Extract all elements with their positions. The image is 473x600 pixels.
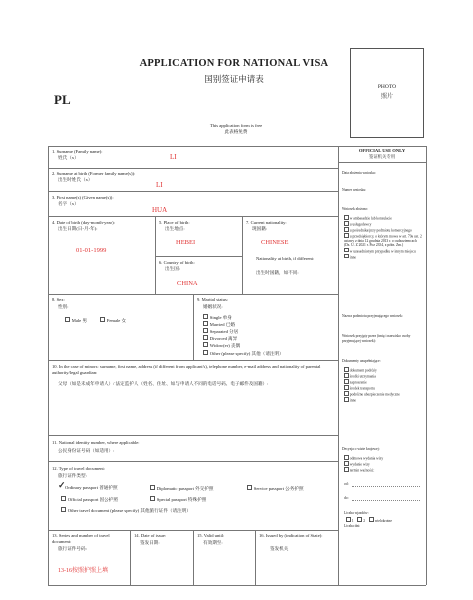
decision-opt[interactable]: termin ważności: [344, 467, 422, 473]
dob-label: 4. Date of birth (day-month-year): [52, 220, 115, 225]
birth-place-label-cn: 出生地点: [165, 226, 185, 231]
nationality-at-birth-label: Nationality at birth, if different: [256, 256, 315, 261]
national-id-label-cn: 公民身份证号码（如适用）: [58, 448, 115, 453]
passport-official[interactable]: Official passport 因公护照 [61, 496, 118, 502]
sex-male-option[interactable]: Male 男 [65, 317, 87, 323]
entries-options [346, 517, 392, 523]
nationality-label: 7. Current nationality: [246, 220, 287, 225]
dob-value[interactable]: 01-01-1999 [76, 247, 107, 254]
official-accepting-person: Wniosek przyjęty przez (imię i nazwisko osoby przyjmującej wniosek): [342, 334, 411, 343]
dob-label-cn: 出生日期(日-月-年): [58, 226, 98, 231]
first-name-label-cn: 名字（x） [58, 201, 79, 206]
official-documents: Dokumenty uzupełniające: [342, 359, 381, 363]
birth-country-label-cn: 出生国: [165, 266, 181, 271]
passport-diplomatic[interactable]: Diplomatic passport 外交护照 [150, 485, 213, 491]
valid-from: od: [344, 482, 349, 486]
form-title: APPLICATION FOR NATIONAL VISA [139, 58, 329, 69]
birth-country-value[interactable]: CHINA [177, 280, 198, 287]
national-id-label: 11. National identity number, where applicable: [52, 440, 140, 445]
marital-checkbox[interactable] [203, 335, 208, 340]
official-use-title: OFFICIAL USE ONLY [358, 148, 406, 153]
passport-service[interactable]: Service passport 公务护照 [247, 485, 304, 491]
submitted-opt[interactable]: w ambasadzie lub konsulacie [344, 215, 422, 221]
diplomatic-checkbox[interactable] [150, 485, 155, 490]
nationality-label-cn: 现国籍: [252, 226, 268, 231]
other-doc-checkbox[interactable] [61, 507, 66, 512]
submitted-options [344, 215, 422, 260]
male-checkbox[interactable] [65, 317, 70, 322]
passport-other[interactable]: Other travel document (please specify) 其他旅行证件（请注明） [61, 507, 191, 513]
doc-number-label-cn: 旅行证件号码: [58, 546, 87, 551]
issued-by-label: 16. Issued by (indication of State): [259, 533, 323, 538]
marital-widow[interactable]: Widow(er) 丧偶 [203, 342, 240, 348]
sex-label-cn: 性别: [58, 304, 69, 309]
birth-country-label: 6. Country of birth: [159, 260, 195, 265]
surname-label: 1. Surname (Family name): [52, 149, 103, 154]
official-days: Liczba dni: [344, 524, 361, 528]
country-code: PL [54, 92, 71, 107]
doc-number-label: 13. Series and number of travel document: [52, 533, 110, 544]
doc-number-note[interactable]: 13-16按照护照上填 [58, 568, 108, 574]
free-note-cn: 此表格免费 [224, 129, 248, 134]
decision-options [344, 455, 422, 473]
documents-options [344, 367, 422, 403]
valid-to: do: [344, 496, 349, 500]
decision-opt[interactable]: odmowa wydania wizy [344, 455, 422, 461]
photo-box [350, 48, 424, 138]
documents-opt[interactable]: zaproszenie [344, 379, 422, 385]
travel-doc-label: 12. Type of travel document: [52, 466, 106, 471]
marital-checkbox[interactable] [203, 314, 208, 319]
surname-at-birth-label: 2. Surname at birth (Former family name(s)): [52, 171, 136, 176]
photo-label-cn: 照片 [380, 94, 393, 100]
documents-opt[interactable]: dokument podróży [344, 367, 422, 373]
marital-separated[interactable]: Separated 分居 [203, 328, 238, 334]
special-checkbox[interactable] [150, 496, 155, 501]
sex-label: 8. Sex: [52, 297, 65, 302]
documents-opt[interactable]: inne [344, 397, 422, 403]
valid-until-label: 15. Valid until: [197, 533, 225, 538]
official-checkbox[interactable] [61, 496, 66, 501]
marital-married[interactable]: Married 已婚 [203, 321, 235, 327]
marital-other[interactable]: Other (please specify) 其他（请注明） [203, 350, 284, 356]
first-name-label: 3. First name(s) (Given name(s)): [52, 195, 114, 200]
guardian-label-cn: 父母（如是未成年申请人）/ 法定监护人（姓名、住址、如与申请人不同的电话号码、电子邮件及国籍）: [58, 381, 269, 386]
form-title-cn: 国别签证申请表 [204, 74, 264, 84]
decision-opt[interactable]: wydanie wizy [344, 461, 422, 467]
service-checkbox[interactable] [247, 485, 252, 490]
official-accepting: Nazwa podmiotu przyjmującego wniosek: [342, 314, 403, 318]
marital-single[interactable]: Single 单身 [203, 314, 232, 320]
marital-checkbox[interactable] [203, 350, 208, 355]
submitted-opt[interactable]: w uzasadnionym przypadku w innym miejscu [344, 248, 422, 254]
sex-female-option[interactable]: Female 女 [100, 317, 126, 323]
issue-date-label: 14. Date of issue: [134, 533, 167, 538]
ordinary-check-mark: ✓ [58, 480, 66, 490]
documents-opt[interactable]: środki utrzymania [344, 373, 422, 379]
surname-at-birth-label-cn: 出生时姓氏（x） [58, 177, 93, 182]
birth-place-label: 5. Place of birth: [159, 220, 190, 225]
submitted-opt[interactable]: u pośrednika/przy podmiotu komercyjnego [344, 227, 422, 233]
valid-until-label-cn: 有效期至: [203, 540, 223, 545]
official-use-title-cn: 签证机关专用 [368, 154, 396, 159]
documents-opt[interactable]: środek transportu [344, 385, 422, 391]
official-entries: Liczba wjazdów: [344, 511, 369, 515]
nationality-value[interactable]: CHINESE [261, 239, 289, 246]
issue-date-label-cn: 签发日期: [140, 540, 160, 545]
submitted-opt[interactable]: inne [344, 254, 422, 260]
documents-opt[interactable]: podróżne ubezpieczenie medyczne [344, 391, 422, 397]
issued-by-label-cn: 签发机关 [270, 546, 289, 551]
surname-at-birth-value[interactable]: LI [156, 181, 163, 189]
marital-label: 9. Marital status: [197, 297, 229, 302]
free-note: This application form is free [209, 123, 263, 128]
entries-opt[interactable]: 2 [357, 519, 365, 523]
marital-label-cn: 婚姻状况: [203, 304, 223, 309]
marital-checkbox[interactable] [203, 328, 208, 333]
first-name-value[interactable]: HUA [152, 206, 168, 214]
birth-place-value[interactable]: HEBEI [176, 239, 196, 246]
entries-opt[interactable]: wielokrotne [369, 519, 392, 523]
official-date: Data złożenia wniosku: [342, 171, 376, 175]
female-checkbox[interactable] [100, 317, 105, 322]
official-number: Numer wniosku: [342, 188, 367, 192]
marital-checkbox[interactable] [203, 321, 208, 326]
official-decision: Decyzja o wizie krajowej: [342, 447, 380, 451]
surname-label-cn: 姓氏（x） [58, 155, 79, 160]
photo-label: PHOTO [377, 84, 397, 90]
marital-divorced[interactable]: Divorced 离异 [203, 335, 237, 341]
passport-ordinary[interactable]: Ordinary passport 普通护照 [65, 485, 118, 490]
submitted-opt[interactable]: u przedsiębiorcy, o którym mowa w art. 79a ust. 2 ustawy z dnia 12 grudnia 2013 r. o cudzoziemcach (Dz. U. Z 2021 r. Poz 2354, z późn. Zm.) [344, 234, 422, 248]
nationality-at-birth-label-cn: 出生时国籍，如不同: [256, 270, 299, 275]
marital-checkbox[interactable] [203, 342, 208, 347]
submitted-opt[interactable]: u usługodawcy [344, 221, 422, 227]
passport-special[interactable]: Special passport 特殊护照 [150, 496, 206, 502]
travel-doc-label-cn: 旅行证件类型: [58, 473, 87, 478]
official-submitted: Wniosek złożono: [342, 207, 369, 211]
guardian-label: 10. In the case of minors: surname, first name, address (if different from applicant's), telephone number, e-mail address and nationality of parental authority/legal guardian: [52, 364, 321, 375]
entries-opt[interactable]: 1 [346, 519, 354, 523]
surname-value[interactable]: LI [170, 153, 177, 161]
